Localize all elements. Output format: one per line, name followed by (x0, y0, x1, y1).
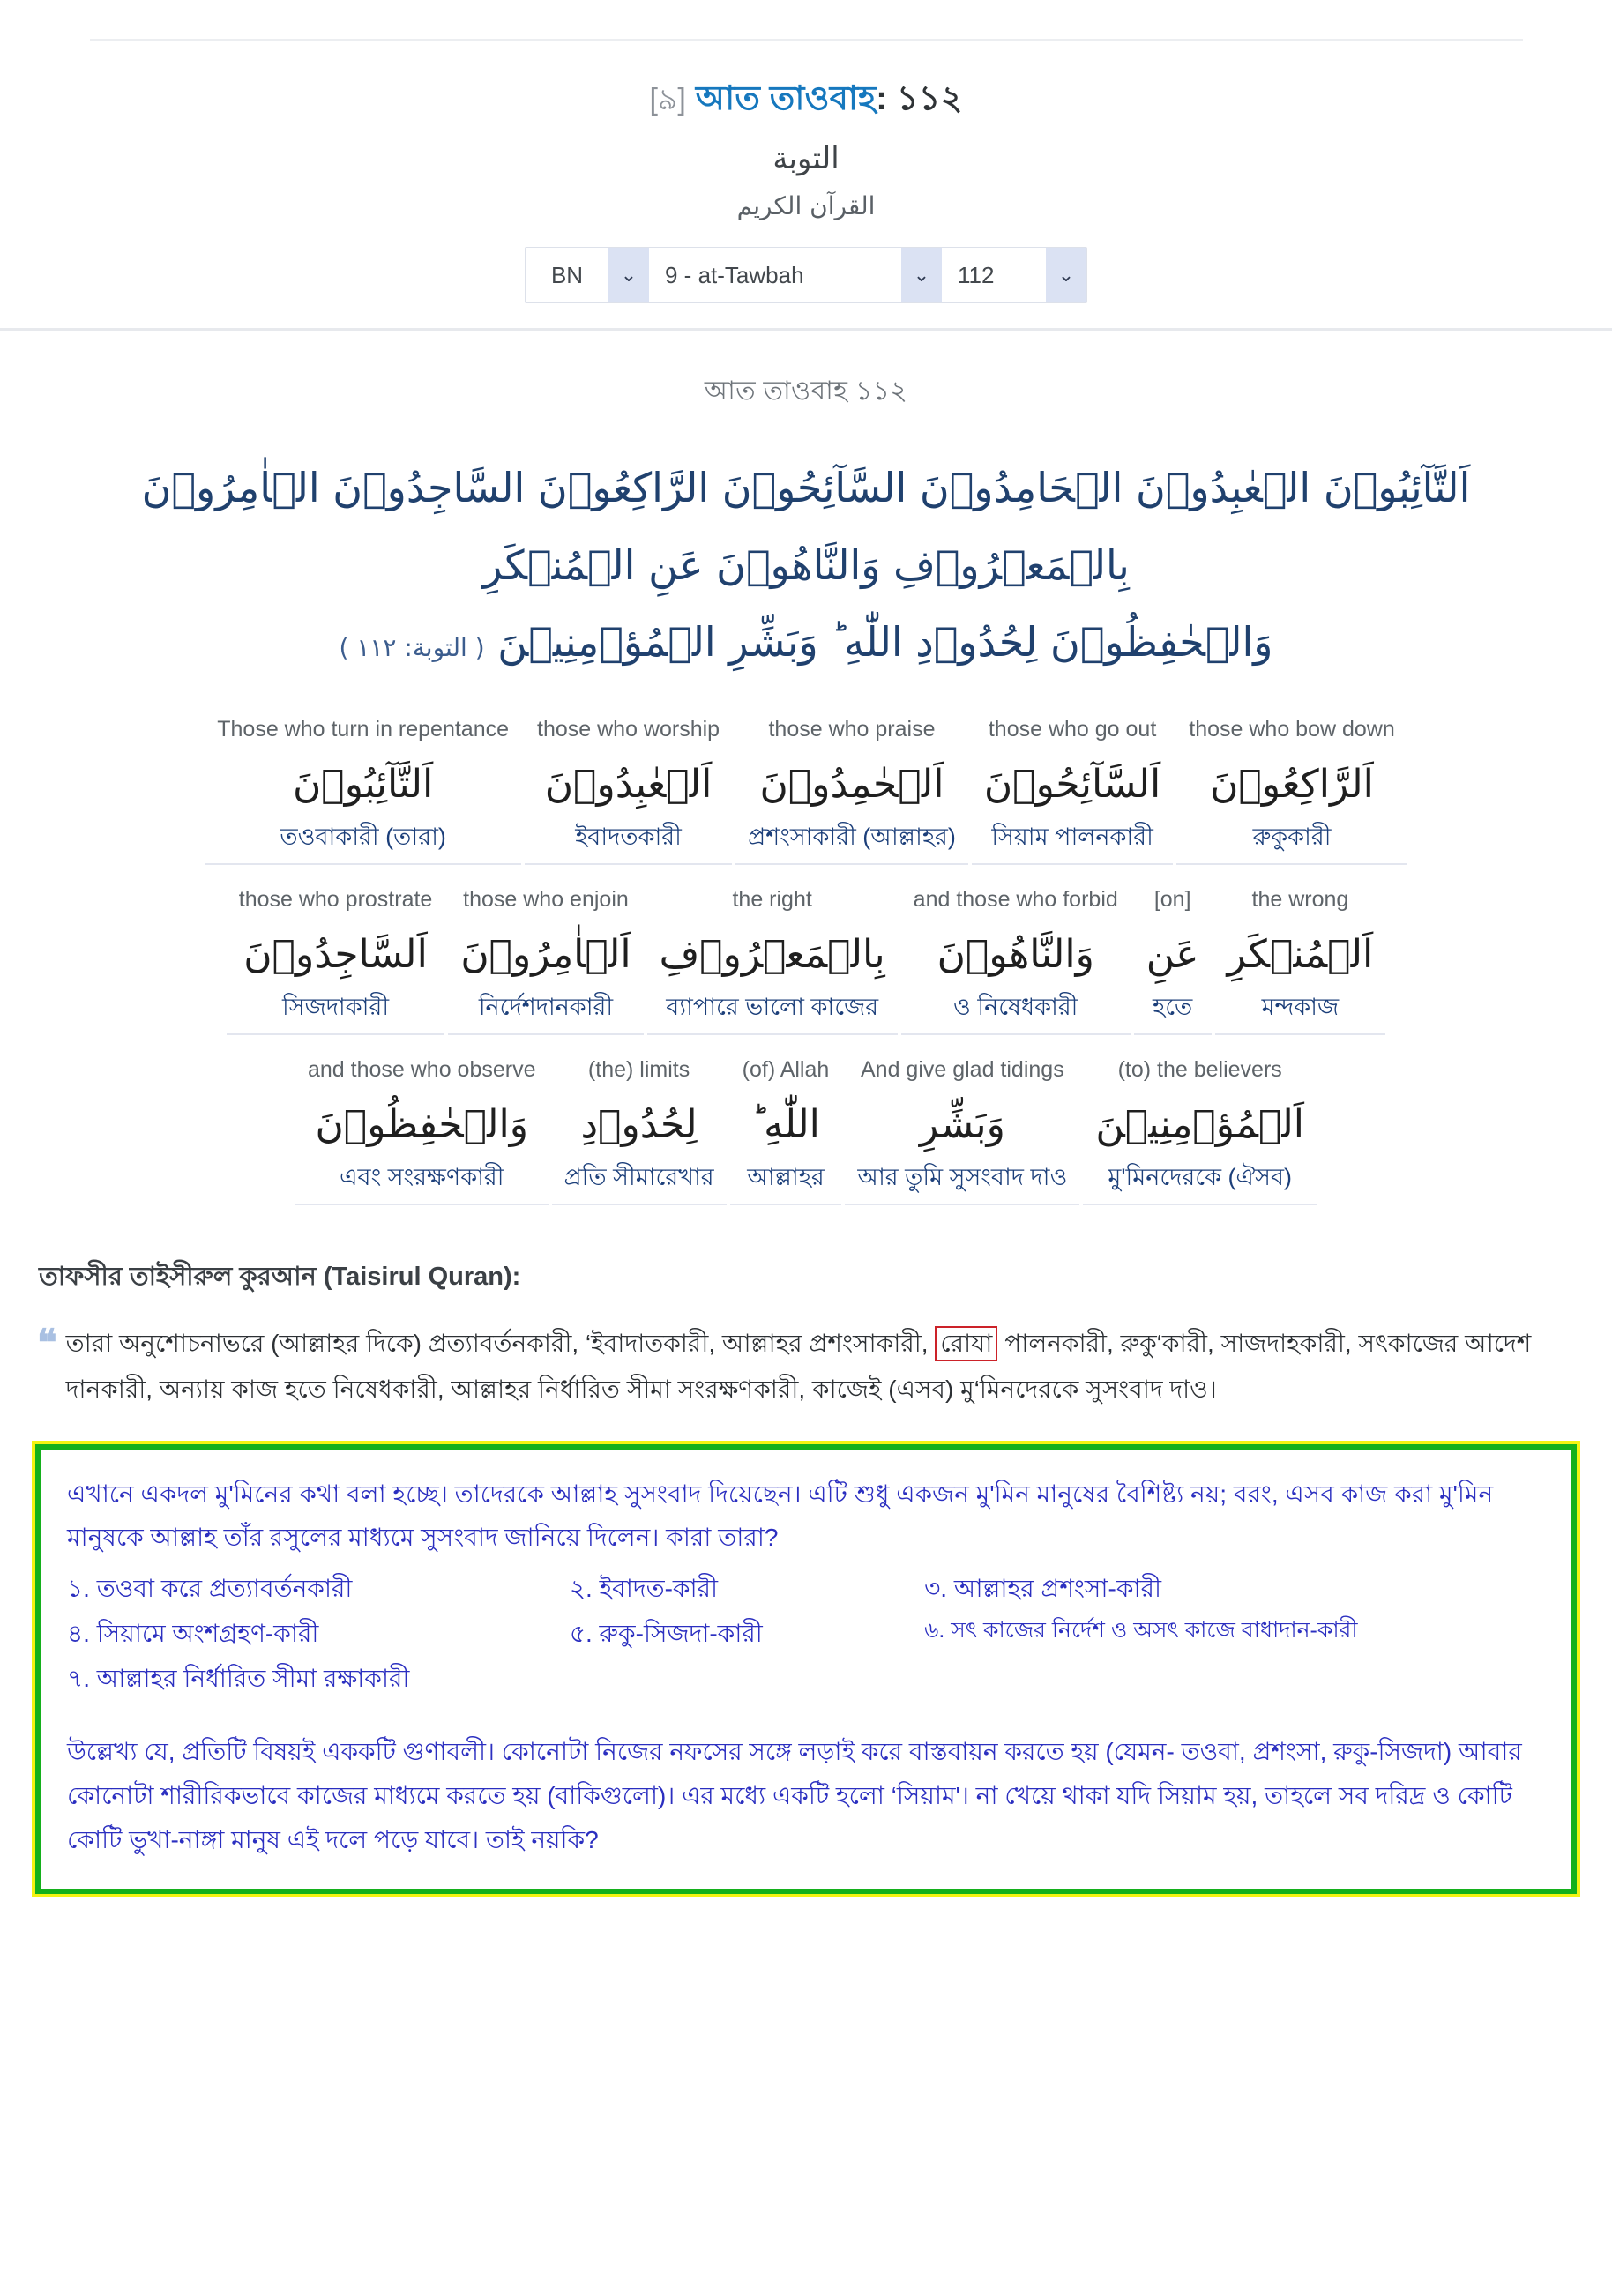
ayah-select-value: 112 (942, 248, 1046, 302)
word-arabic: لِحُدُوۡدِ (580, 1102, 698, 1148)
word-cell[interactable] (1215, 886, 1386, 1035)
word-by-word-table (0, 698, 1612, 1226)
surah-label-bangla: আত তাওবাহ ১১২ (704, 376, 908, 406)
word-bangla: সিয়াম পালনকারী (991, 824, 1153, 851)
word-english: (to) the believers (1117, 1057, 1282, 1083)
surah-select[interactable] (649, 248, 942, 302)
ayah-line-2: وَالۡحٰفِظُوۡنَ لِحُدُوۡدِ اللّٰهِ ؕ وَبَشِّرِ الۡمُؤۡمِنِيۡنَ (497, 617, 1273, 666)
selector-bar-wrapper (0, 222, 1612, 303)
list-item: ৩. আল্লাহর প্রশংসা-কারী (924, 1575, 1161, 1603)
word-cell[interactable] (227, 886, 445, 1035)
word-english: those who enjoin (463, 887, 629, 913)
word-english: and those who observe (307, 1057, 536, 1083)
word-english: those who go out (988, 717, 1157, 742)
word-english: those who prostrate (238, 887, 433, 913)
word-cell[interactable] (1134, 886, 1212, 1035)
surah-index: [৯] (649, 83, 687, 116)
word-arabic: اَلۡمُؤۡمِنِيۡنَ (1095, 1102, 1305, 1148)
word-by-word-row (9, 716, 1603, 886)
word-english: (the) limits (587, 1057, 690, 1083)
word-by-word-row (9, 886, 1603, 1056)
word-english: (of) Allah (742, 1057, 830, 1083)
list-item: ৭. আল্লাহর নির্ধারিত সীমা রক্ষাকারী (67, 1665, 410, 1693)
tafsir-text-after: পালনকারী, রুকু‘কারী, সাজদাহকারী, সৎকাজের আদেশ দানকারী, অন্যায় কাজ হতে নিষেধকারী, আল্লাহর নির্ধারিত সীমা সংরক্ষণকারী, কাজেই (এসব) মু‘মিনদেরকে সুসংবাদ দাও। (65, 1330, 1532, 1403)
note-box (35, 1444, 1577, 1894)
tafsir-text-before: তারা অনুশোচনাভরে (আল্লাহর দিকে) প্রত্যাবর্তনকারী, ‘ইবাদাতকারী, আল্লাহর প্রশংসাকারী, (65, 1330, 936, 1358)
note-list (67, 1567, 1545, 1700)
word-cell[interactable] (901, 886, 1131, 1035)
list-item: ২. ইবাদত-কারী (569, 1575, 719, 1603)
word-english: [on] (1153, 887, 1191, 913)
word-bangla: মন্দকাজ (1261, 994, 1340, 1021)
tafsir-heading: তাফসীর তাইসীরুল কুরআন (Taisirul Quran): (39, 1263, 521, 1292)
tafsir-quote-block (37, 1321, 1575, 1413)
language-select-value: BN (526, 248, 608, 302)
word-bangla: (আল্লাহর) প্রশংসাকারী (748, 824, 956, 851)
word-arabic: اَلۡمُنۡكَرِ (1227, 932, 1374, 978)
surah-name-arabic: التوبة (772, 140, 840, 176)
list-item: ১. তওবা করে প্রত্যাবর্তনকারী (67, 1575, 353, 1603)
word-arabic: عَنِ (1146, 932, 1199, 978)
word-arabic: اَلسَّآئِحُوۡنَ (983, 762, 1161, 808)
word-english: those who praise (768, 717, 936, 742)
note-outro: উল্লেখ্য যে, প্রতিটি বিষয়ই এককটি গুণাবলী। কোনোটা নিজের নফসের সঙ্গে লড়াই করে বাস্তবায়ন করতে হয় (যেমন- তওবা, প্রশংসা, রুকু-সিজদা) আবার কোনোটা শারীরিকভাবে কাজের মাধ্যমে করতে হয় (বাকিগুলো)। এর মধ্যে একটি হলো ‘সিয়াম'। না খেয়ে থাকা যদি সিয়াম হয়, তাহলে সব দরিদ্র ও কোটি কোটি ভুখা-নাঙ্গা মানুষ এই দলে পড়ে যাবে। তাই নয়কি? (67, 1738, 1522, 1853)
surah-name: আত তাওবাহ (695, 80, 877, 117)
word-bangla: হতে (1153, 994, 1193, 1021)
word-english: And give glad tidings (860, 1057, 1064, 1083)
page-title (0, 79, 1612, 120)
word-bangla: ব্যাপারে ভালো কাজের (666, 994, 879, 1021)
word-cell[interactable] (647, 886, 898, 1035)
word-cell[interactable] (1176, 716, 1407, 865)
word-cell[interactable] (205, 716, 521, 865)
word-by-word-row (9, 1056, 1603, 1226)
word-arabic: اللّٰهِ ؕ (751, 1102, 820, 1148)
word-arabic: اَلۡعٰبِدُوۡنَ (544, 762, 713, 808)
word-english: the right (732, 887, 812, 913)
surah-header (0, 41, 1612, 303)
word-arabic: وَبَشِّرِ (919, 1102, 1005, 1148)
word-cell[interactable] (972, 716, 1173, 865)
word-bangla: রুকুকারী (1252, 824, 1332, 851)
list-item: ৫. রুকু-সিজদা-কারী (569, 1620, 763, 1648)
chevron-down-icon[interactable]: ⌄ (608, 248, 649, 302)
header-divider (0, 328, 1612, 331)
list-item: ৬. সৎ কাজের নির্দেশ ও অসৎ কাজে বাধাদান-কারী (924, 1618, 1358, 1644)
word-bangla: (তারা) তওবাকারী (280, 824, 446, 851)
word-bangla: ইবাদতকারী (575, 824, 682, 851)
word-bangla: এবং সংরক্ষণকারী (340, 1163, 504, 1190)
word-english: those who bow down (1189, 717, 1395, 742)
ayah-reference: ( التوبة: ١١٢ ) (339, 632, 485, 662)
word-english: Those who turn in repentance (217, 717, 510, 742)
word-bangla: আল্লাহর (747, 1163, 825, 1190)
language-select[interactable] (526, 248, 649, 302)
word-arabic: وَالنَّاهُوۡنَ (937, 932, 1094, 978)
word-english: and those who forbid (913, 887, 1118, 913)
word-arabic: اَلۡاٰمِرُوۡنَ (460, 932, 631, 978)
chevron-down-icon[interactable]: ⌄ (1046, 248, 1086, 302)
selector-bar (525, 247, 1087, 303)
word-cell[interactable] (525, 716, 732, 865)
tafsir-text (66, 1321, 1575, 1413)
word-cell[interactable] (552, 1056, 727, 1205)
surah-select-value: 9 - at-Tawbah (649, 248, 901, 302)
word-arabic: بِالۡمَعۡرُوۡفِ (659, 932, 885, 978)
list-item: ৪. সিয়ামে অংশগ্রহণ-কারী (67, 1620, 319, 1648)
ayah-number: : ১১২ (876, 80, 963, 117)
word-bangla: সিজদাকারী (282, 994, 390, 1021)
note-intro: এখানে একদল মু'মিনের কথা বলা হচ্ছে। তাদেরকে আল্লাহ সুসংবাদ দিয়েছেন। এটি শুধু একজন মু'মিন মানুষের বৈশিষ্ট্য নয়; বরং, এসব কাজ করা মু'মিন মানুষকে আল্লাহ তাঁর রসুলের মাধ্যমে সুসংবাদ জানিয়ে দিলেন। কারা তারা? (67, 1480, 1494, 1552)
word-bangla: আর তুমি সুসংবাদ দাও (857, 1163, 1068, 1190)
word-arabic: اَلسَّاجِدُوۡنَ (243, 932, 428, 978)
ayah-line-1: اَلتَّآئِبُوۡنَ الۡعٰبِدُوۡنَ الۡحَامِدُوۡنَ السَّآئِحُوۡنَ الرَّاكِعُوۡنَ السَّاجِدُوۡنَ الۡاٰمِرُوۡنَ بِالۡمَعۡرُوۡفِ وَالنَّاهُوۡنَ عَنِ الۡمُنۡكَرِ (141, 464, 1471, 589)
word-cell[interactable] (448, 886, 643, 1035)
quran-label-arabic: القرآن الكريم (736, 190, 876, 220)
chevron-down-icon[interactable]: ⌄ (901, 248, 942, 302)
quote-icon: ❝ (37, 1321, 57, 1365)
ayah-arabic-text (0, 414, 1612, 698)
word-arabic: اَلتَّآئِبُوۡنَ (292, 762, 434, 808)
page-root (0, 39, 1612, 1894)
word-arabic: اَلۡحٰمِدُوۡنَ (759, 762, 944, 808)
highlighted-word: রোযা (935, 1326, 997, 1361)
word-arabic: وَالۡحٰفِظُوۡنَ (315, 1102, 528, 1148)
ayah-select[interactable] (942, 248, 1086, 302)
word-english: the wrong (1251, 887, 1349, 913)
word-arabic: اَلرَّاكِعُوۡنَ (1210, 762, 1374, 808)
word-cell[interactable] (1083, 1056, 1317, 1205)
word-cell[interactable] (845, 1056, 1079, 1205)
word-cell[interactable] (730, 1056, 842, 1205)
word-cell[interactable] (735, 716, 968, 865)
word-cell[interactable] (295, 1056, 549, 1205)
word-bangla: নির্দেশদানকারী (478, 994, 614, 1021)
note-spacer (67, 1700, 1545, 1730)
word-english: those who worship (537, 717, 720, 742)
word-bangla: প্রতি সীমারেখার (563, 1163, 714, 1190)
word-bangla: ও নিষেধকারী (953, 994, 1078, 1021)
word-bangla: (ঐসব) মু'মিনদেরকে (1108, 1163, 1293, 1190)
